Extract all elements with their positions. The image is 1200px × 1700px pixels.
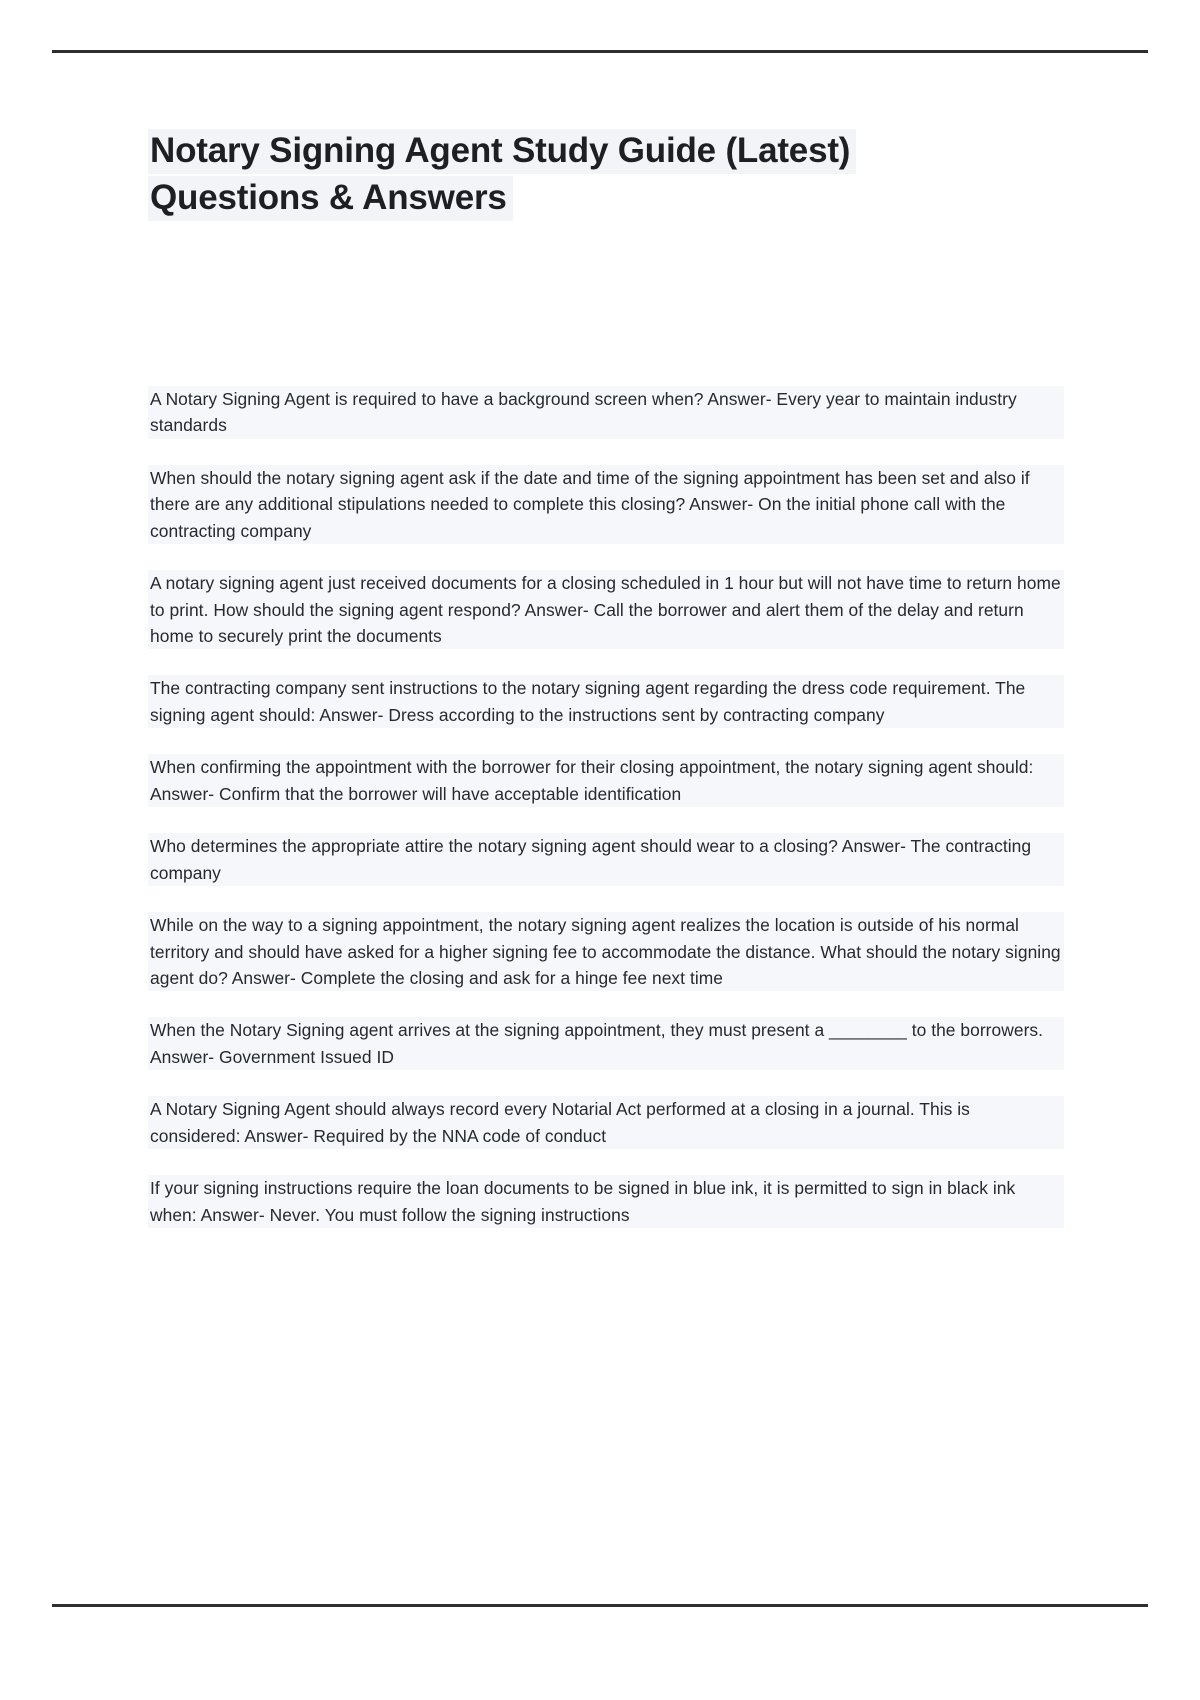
page-title-wrap [148, 128, 928, 222]
qa-item: A Notary Signing Agent is required to have a background screen when? Answer- Every year to maintain industry standards [148, 386, 1064, 439]
qa-item: Who determines the appropriate attire the notary signing agent should wear to a closing? Answer- The contracting company [148, 833, 1064, 886]
qa-item: A Notary Signing Agent should always record every Notarial Act performed at a closing in a journal. This is considered: Answer- Required by the NNA code of conduct [148, 1096, 1064, 1149]
qa-item: When confirming the appointment with the borrower for their closing appointment, the notary signing agent should: Answer- Confirm that the borrower will have acceptable identification [148, 754, 1064, 807]
qa-item: When should the notary signing agent ask if the date and time of the signing appointment has been set and also if there are any additional stipulations needed to complete this closing? Answer- On the initial phone call with the contracting company [148, 465, 1064, 544]
footer-divider [52, 1604, 1148, 1607]
page-title: Notary Signing Agent Study Guide (Latest) Questions & Answers [148, 129, 856, 221]
qa-item: A notary signing agent just received documents for a closing scheduled in 1 hour but will not have time to return home to print. How should the signing agent respond? Answer- Call the borrower and alert them of the delay and return home to securely print the documents [148, 570, 1064, 649]
qa-item: The contracting company sent instructions to the notary signing agent regarding the dress code requirement. The signing agent should: Answer- Dress according to the instructions sent by contracting company [148, 675, 1064, 728]
qa-item: When the Notary Signing agent arrives at the signing appointment, they must present a ________ to the borrowers. Answer- Government Issued ID [148, 1017, 1064, 1070]
qa-item: If your signing instructions require the loan documents to be signed in blue ink, it is permitted to sign in black ink when: Answer- Never. You must follow the signing instructions [148, 1175, 1064, 1228]
document-content [148, 128, 1064, 1228]
qa-list [148, 386, 1064, 1228]
header-divider [52, 50, 1148, 53]
qa-item: While on the way to a signing appointment, the notary signing agent realizes the location is outside of his normal territory and should have asked for a higher signing fee to accommodate the distance. What should the notary signing agent do? Answer- Complete the closing and ask for a hinge fee next time [148, 912, 1064, 991]
